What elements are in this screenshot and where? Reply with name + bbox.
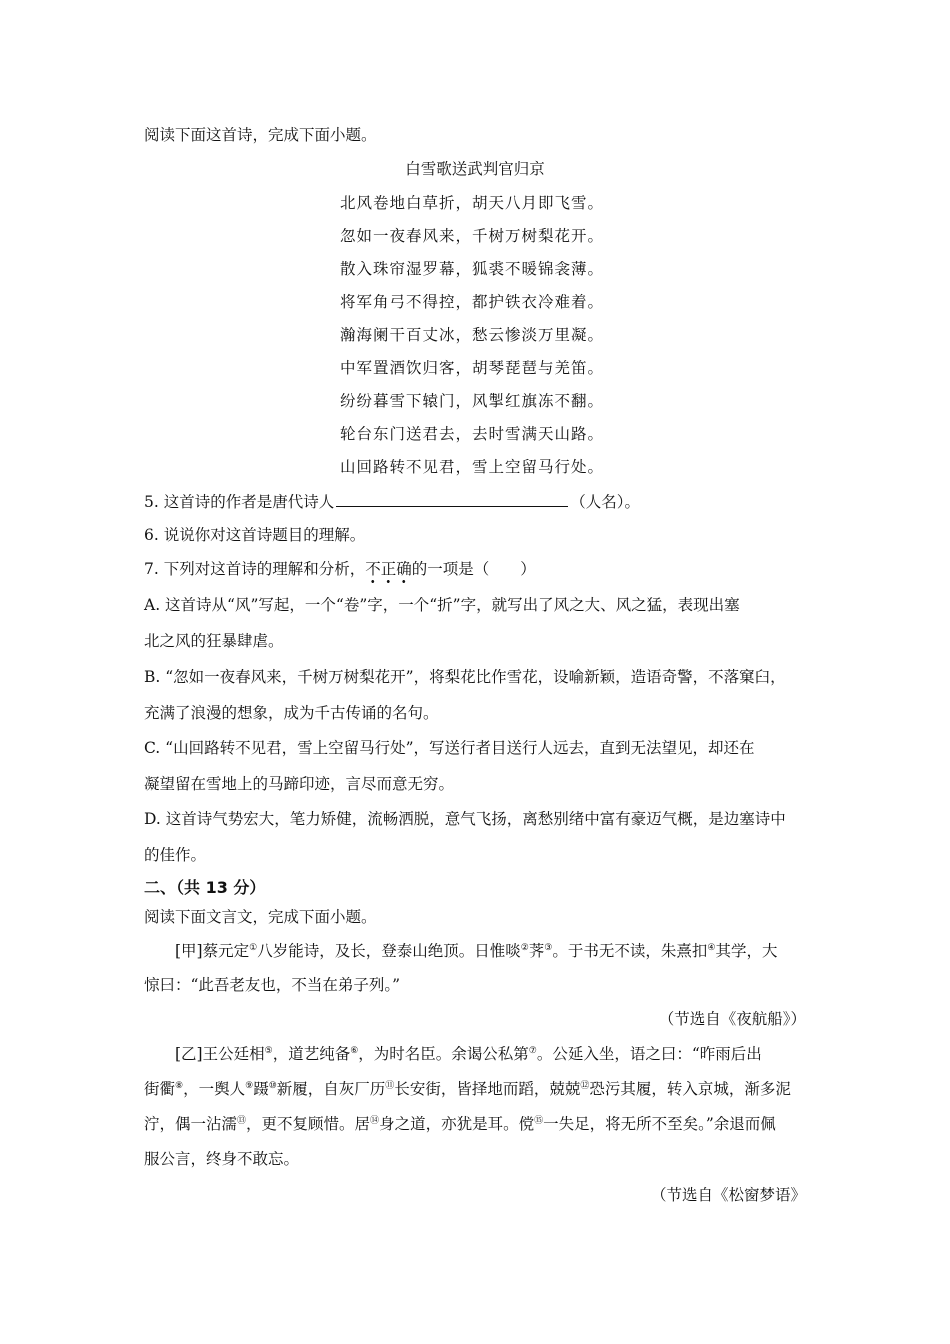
question-7-suffix: 的一项是（ ） [411, 560, 536, 578]
poem-title: 白雪歌送武判官归京 [405, 160, 545, 178]
option-a-cont: 北之风的狂暴肆虐。 [144, 632, 284, 650]
intro-poem: 阅读下面这首诗，完成下面小题。 [144, 126, 377, 144]
emphasis-text: 不正确 [365, 560, 412, 584]
option-b-cont: 充满了浪漫的想象，成为千古传诵的名句。 [144, 704, 439, 722]
poem-line: 将军角弓不得控，都护铁衣冷难着。 [340, 293, 605, 311]
poem-line: 散入珠帘湿罗幕，狐裘不暖锦衾薄。 [340, 260, 605, 278]
question-7 [144, 558, 536, 580]
poem-line: 瀚海阑干百丈冰，愁云惨淡万里凝。 [340, 326, 605, 344]
passage-jia: [甲]蔡元定①八岁能诗，及长，登泰山绝顶。日惟啖②荠③。于书无不读，朱熹扣④其学，大 [175, 942, 778, 960]
question-5-text: 5. 这首诗的作者是唐代诗人 [144, 493, 335, 511]
poem-line: 忽如一夜春风来，千树万树梨花开。 [340, 227, 605, 245]
option-c-cont: 凝望留在雪地上的马蹄印迹，言尽而意无穷。 [144, 775, 455, 793]
question-6: 6. 说说你对这首诗题目的理解。 [144, 526, 366, 544]
section-heading: 二、（共 13 分） [144, 878, 266, 897]
question-5 [144, 490, 640, 513]
passage-jia-cont: 惊曰：“此吾老友也，不当在弟子列。” [144, 976, 401, 994]
option-b: B. “忽如一夜春风来，千树万树梨花开”，将梨花比作雪花，设喻新颖，造语奇警，不落窠臼， [144, 668, 786, 686]
passage-yi-cont: 服公言，终身不敢忘。 [144, 1150, 300, 1168]
question-5-suffix: （人名）。 [570, 493, 640, 511]
intro-classical: 阅读下面文言文，完成下面小题。 [144, 908, 377, 926]
source-yi: （节选自《松窗梦语》 [650, 1186, 806, 1204]
passage-yi-cont: 街衢⑧，一舆人⑨蹑⑩新履，自灰厂历⑪长安街，皆择地而蹈，兢兢⑫恐污其履，转入京城，渐多泥 [144, 1080, 791, 1098]
poem-line: 轮台东门送君去，去时雪满天山路。 [340, 425, 605, 443]
poem-line: 北风卷地白草折，胡天八月即飞雪。 [340, 194, 605, 212]
poem-line: 山回路转不见君，雪上空留马行处。 [340, 458, 605, 476]
poem-line: 纷纷暮雪下辕门，风掣红旗冻不翻。 [340, 392, 605, 410]
passage-yi: [乙]王公廷相⑤，道艺纯备⑥，为时名臣。余谒公私第⑦。公延入坐，语之曰：“昨雨后出 [175, 1045, 762, 1063]
option-d: D. 这首诗气势宏大，笔力矫健，流畅洒脱，意气飞扬，离愁别绪中富有豪迈气概，是边塞诗中 [144, 810, 786, 828]
source-jia: （节选自《夜航船》） [658, 1010, 806, 1028]
poem-line: 中军置酒饮归客，胡琴琵琶与羌笛。 [340, 359, 605, 377]
answer-blank[interactable] [336, 490, 568, 507]
option-a: A. 这首诗从“风”写起，一个“卷”字，一个“折”字，就写出了风之大、风之猛，表现出塞 [144, 596, 740, 614]
passage-yi-cont: 泞，偶一沾濡⑬，更不复顾惜。居⑭身之道，亦犹是耳。傥⑮一失足，将无所不至矣。”余退而佩 [144, 1115, 776, 1133]
option-c: C. “山回路转不见君，雪上空留马行处”，写送行者目送行人远去，直到无法望见，却还在 [144, 739, 755, 757]
option-d-cont: 的佳作。 [144, 846, 207, 864]
question-7-text: 7. 下列对这首诗的理解和分析， [144, 560, 366, 578]
